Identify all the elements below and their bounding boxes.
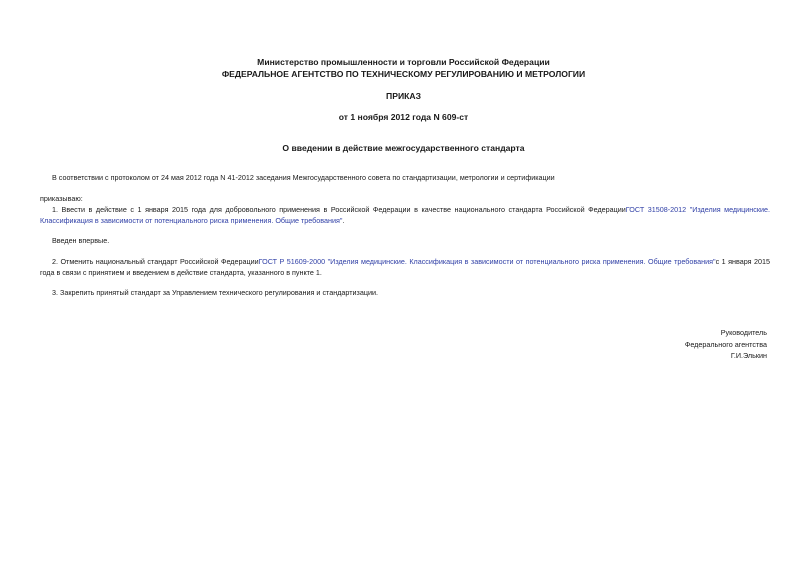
intro-paragraph: В соответствии с протоколом от 24 мая 2012 года N 41-2012 заседания Межгосударственного совета по стандартизации, метрологии и сертификации xyxy=(52,173,555,182)
agency-title: ФЕДЕРАЛЬНОЕ АГЕНТСТВО ПО ТЕХНИЧЕСКОМУ РЕГУЛИРОВАНИЮ И МЕТРОЛОГИИ xyxy=(221,69,586,79)
signatory-title: Руководитель xyxy=(720,328,767,337)
signature-block xyxy=(685,327,767,362)
document-subject: О введении в действие межгосударственного стандарта xyxy=(282,143,525,153)
gost-r-51609-link[interactable]: ГОСТ Р 51609-2000 "Изделия медицинские. Классификация в зависимости от потенциального риска применения. Общие требования" xyxy=(258,257,716,266)
item-2-end: с 1 января 2015 года в связи с принятием и введением в действие стандарта, указанного в пункте 1. xyxy=(40,257,771,277)
note-paragraph: Введен впервые. xyxy=(52,236,110,245)
item-1-text: 1. Ввести в действие с 1 января 2015 года для добровольного применения в Российской Федерации в качестве национального стандарта Российской Федерации xyxy=(52,205,626,214)
order-word: приказываю: xyxy=(40,194,83,203)
item-1-paragraph xyxy=(40,204,770,226)
document-type: ПРИКАЗ xyxy=(386,91,421,101)
item-3-paragraph: 3. Закрепить принятый стандарт за Управлением технического регулирования и стандартизации. xyxy=(52,288,378,297)
item-2-paragraph xyxy=(40,256,770,278)
item-2-text: 2. Отменить национальный стандарт Российской Федерации xyxy=(52,257,259,266)
gost-31508-link[interactable]: ГОСТ 31508-2012 "Изделия медицинские. Классификация в зависимости от потенциального риска применения. Общие требования" xyxy=(40,205,770,225)
ministry-title: Министерство промышленности и торговли Российской Федерации xyxy=(257,57,550,67)
signatory-name: Г.И.Элькин xyxy=(730,351,767,360)
item-1-end: . xyxy=(342,216,345,225)
document-date: от 1 ноября 2012 года N 609-ст xyxy=(338,112,469,122)
signatory-agency: Федерального агентства xyxy=(684,339,767,349)
